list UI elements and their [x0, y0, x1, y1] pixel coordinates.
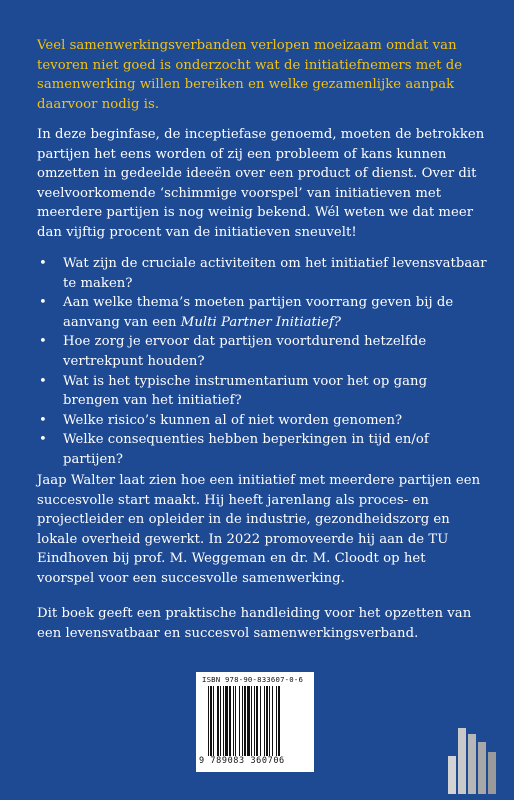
barcode-bar	[251, 686, 252, 756]
barcode-bars	[208, 686, 304, 756]
isbn-label: ISBN 978-90-833607-0-6	[202, 675, 304, 684]
barcode-bar	[266, 686, 268, 756]
list-item-text: Hoe zorg je ervoor dat partijen voortdurend hetzelfde vertrekpunt houden?	[63, 334, 427, 369]
barcode-bar	[239, 686, 240, 756]
author-paragraph: Jaap Walter laat zien hoe een initiatief met meerdere partijen een succesvolle start maakt. Hij heeft jarenlang als proces- en projectleider en opleider in de industrie, gezondheidszorg en lokale overheid gewerkt. In 2022 promoveerde hij aan de TU Eindhoven bij prof. M. Weggeman en dr. M. Cloodt op het voorspel voor een succesvolle samenwerking.	[37, 473, 481, 586]
intro-paragraph: Veel samenwerkingsverbanden verlopen moeizaam omdat van tevoren niet goed is onderzocht wat de initiatiefnemers met de samenwerking willen bereiken en welke gezamenlijke aanpak daarvoor nodig is.	[37, 38, 463, 112]
barcode-bar	[254, 686, 255, 756]
barcode-bar	[233, 686, 234, 756]
publisher-tower-logo-icon	[444, 726, 504, 796]
barcode-bar	[225, 686, 228, 756]
list-item-text: Wat is het typische instrumentarium voor het op gang brengen van het initiatief?	[63, 373, 428, 409]
barcode-bar	[229, 686, 231, 756]
list-item	[37, 430, 487, 469]
barcode-bar	[260, 686, 261, 756]
paragraph-inception-phase: In deze beginfase, de inceptiefase genoemd, moeten de betrokken partijen het eens worden of zij een probleem of kans kunnen omzetten in gedeelde ideeën over een product of dienst. Over dit veelvoorkomende ‘schimmige voorspel’ van initiatieven met meerdere partijen is nog weinig bekend. Wél weten we dat meer dan vijftig procent van de initiatieven sneuvelt!	[37, 127, 485, 240]
barcode-bar	[247, 686, 250, 756]
barcode-bar	[235, 686, 236, 756]
list-item	[37, 293, 487, 332]
barcode-digits: 9 789083 360706	[199, 756, 285, 766]
list-item	[37, 411, 487, 431]
list-item-text: Wat zijn de cruciale activiteiten om het initiatief levensvatbaar te maken?	[63, 256, 487, 291]
closing-paragraph: Dit boek geeft een praktische handleiding voor het opzetten van een levensvatbaar en succesvol samenwerkingsverband.	[37, 606, 472, 641]
barcode-bar	[276, 686, 277, 756]
barcode-bar	[256, 686, 258, 756]
barcode-bar	[264, 686, 265, 756]
question-list	[37, 254, 487, 470]
barcode-bar	[242, 686, 243, 756]
list-item-text: Welke risico’s kunnen al of niet worden genomen?	[63, 412, 403, 428]
barcode-bar	[220, 686, 221, 756]
barcode-bar	[223, 686, 224, 756]
barcode-bar	[272, 686, 273, 756]
barcode-bar	[278, 686, 280, 756]
isbn-barcode	[196, 672, 314, 772]
barcode-bar	[208, 686, 209, 756]
barcode-bar	[244, 686, 246, 756]
barcode-bar	[210, 686, 212, 756]
list-item	[37, 332, 487, 371]
list-item-text: Welke consequenties hebben beperkingen in tijd en/of partijen?	[63, 432, 429, 467]
barcode-bar	[269, 686, 270, 756]
barcode-bar	[217, 686, 219, 756]
list-item	[37, 254, 487, 293]
list-item-text: Aan welke thema’s moeten partijen voorrang geven bij de aanvang van een	[63, 295, 454, 330]
barcode-bar	[213, 686, 214, 756]
list-item-italic-text: Multi Partner Initiatief?	[180, 314, 342, 330]
list-item	[37, 372, 487, 411]
